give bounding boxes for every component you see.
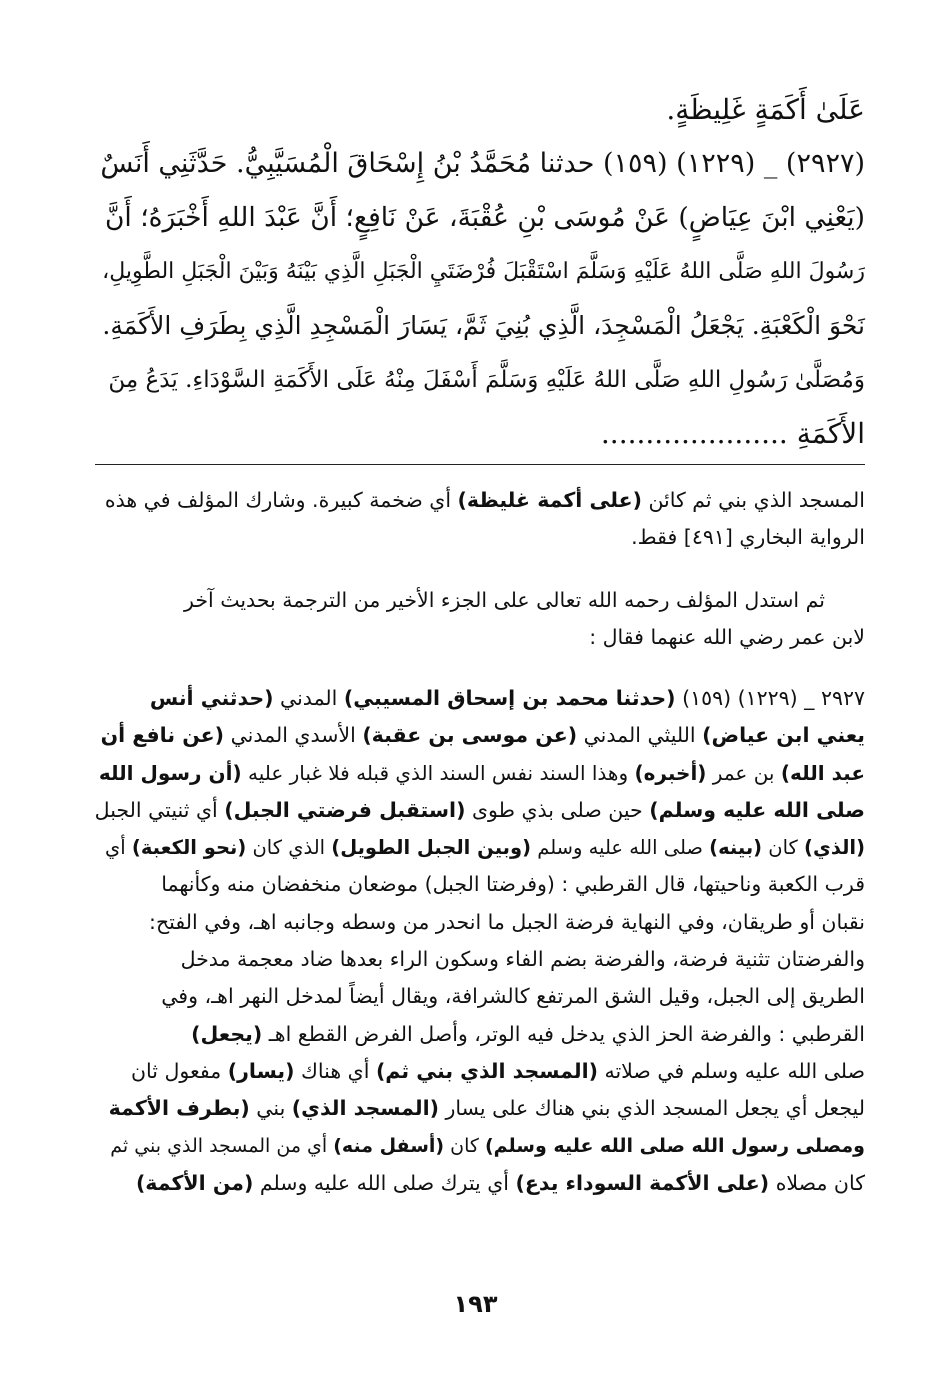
page-number: ١٩٣ xyxy=(453,1290,498,1318)
commentary-line: نقبان أو طريقان، وفي النهاية فرضة الجبل ما انحدر من وسطه وجانبه اهـ، وفي الفتح: xyxy=(149,909,865,934)
commentary-line: ومصلى رسول الله صلى الله عليه وسلم) كان (أسفل منه) أي من المسجد الذي بني ثم xyxy=(110,1134,865,1157)
hadith-line: رَسُولَ اللهِ صَلَّى اللهُ عَلَيْهِ وَسَلَّمَ اسْتَقْبَلَ فُرْضَتَيِ الْجَبَلِ الَّذِي بَيْنَهُ وَبَيْنَ الْجَبَلِ الطَّوِيلِ، xyxy=(102,259,865,284)
hadith-line: عَلَىٰ أَكَمَةٍ غَلِيظَةٍ. xyxy=(666,93,865,126)
commentary-line: القرطبي : والفرضة الحز الذي يدخل فيه الوتر، وأصل الفرض القطع اهـ (يجعل) xyxy=(191,1021,865,1046)
commentary-line: ليجعل أي يجعل المسجد الذي بني هناك على يسار (المسجد الذي) بني (بطرف الأكمة xyxy=(108,1096,865,1121)
commentary-line: صلى الله عليه وسلم) حين صلى بذي طوى (استقبل فرضتي الجبل) أي ثنيتي الجبل xyxy=(94,797,865,822)
commentary-line: ٢٩٢٧ _ (١٢٢٩) (١٥٩) (حدثنا محمد بن إسحاق المسيبي) المدني (حدثني أنس xyxy=(149,686,865,710)
separator-rule xyxy=(95,464,865,465)
hadith-line: (٢٩٢٧) _ (١٢٢٩) (١٥٩) حدثنا مُحَمَّدُ بْنُ إِسْحَاقَ الْمُسَيَّبِيُّ. حَدَّثَنِي أَنَسٌ xyxy=(100,148,865,179)
hadith-line: نَحْوَ الْكَعْبَةِ. يَجْعَلُ الْمَسْجِدَ، الَّذِي بُنِيَ ثَمَّ، يَسَارَ الْمَسْجِدِ الَّذِي بِطَرَفِ الأَكَمَةِ. xyxy=(102,311,865,340)
hadith-line: وَمُصَلَّىٰ رَسُولِ اللهِ صَلَّى اللهُ عَلَيْهِ وَسَلَّمَ أَسْفَلَ مِنْهُ عَلَى الأَكَمَةِ السَّوْدَاءِ. يَدَعُ مِنَ xyxy=(108,367,865,393)
commentary-paragraph-3 xyxy=(95,680,865,1202)
commentary-line: الطريق إلى الجبل، وقيل الشق المرتفع كالشرافة، ويقال أيضاً لمدخل النهر اهـ، وفي xyxy=(161,984,865,1009)
commentary-paragraph-1 xyxy=(95,482,865,557)
hadith-line: (يَعْنِي ابْنَ عِيَاضٍ) عَنْ مُوسَى بْنِ عُقْبَةَ، عَنْ نَافِعٍ؛ أَنَّ عَبْدَ اللهِ أَخْبَرَهُ؛ أَنَّ xyxy=(104,202,865,233)
commentary-line: المسجد الذي بني ثم كائن (على أكمة غليظة) أي ضخمة كبيرة. وشارك المؤلف في هذه xyxy=(104,488,865,512)
commentary-line: يعني ابن عياض) الليثي المدني (عن موسى بن عقبة) الأسدي المدني (عن نافع أن xyxy=(100,723,865,748)
commentary-line: كان مصلاه (على الأكمة السوداء يدع) أي يترك صلى الله عليه وسلم (من الأكمة) xyxy=(135,1170,865,1195)
commentary-line: صلى الله عليه وسلم في صلاته (المسجد الذي بني ثم) أي هناك (يسار) مفعول ثان xyxy=(130,1058,865,1083)
commentary-line: عبد الله) بن عمر (أخبره) وهذا السند نفس السند الذي قبله فلا غبار عليه (أن رسول الله xyxy=(98,760,865,785)
commentary-line: ثم استدل المؤلف رحمه الله تعالى على الجزء الأخير من الترجمة بحديث آخر xyxy=(184,588,825,612)
commentary-line: قرب الكعبة وناحيتها، قال القرطبي : (وفرضتا الجبل) موضعان منخفضان منه وكأنهما xyxy=(161,872,865,897)
hadith-line: الأَكَمَةِ ..................... xyxy=(600,417,865,450)
hadith-text-block xyxy=(95,83,865,461)
commentary-line: الرواية البخاري [٤٩١] فقط. xyxy=(631,525,865,550)
commentary-line: لابن عمر رضي الله عنهما فقال : xyxy=(589,625,865,650)
commentary-paragraph-2 xyxy=(95,582,865,657)
commentary-line: والفرضتان تثنية فرضة، والفرضة بضم الفاء وسكون الراء بعدها ضاد معجمة مدخل xyxy=(180,947,865,972)
commentary-line: (الذي) كان (بينه) صلى الله عليه وسلم (وبين الجبل الطويل) الذي كان (نحو الكعبة) أي xyxy=(105,836,865,860)
